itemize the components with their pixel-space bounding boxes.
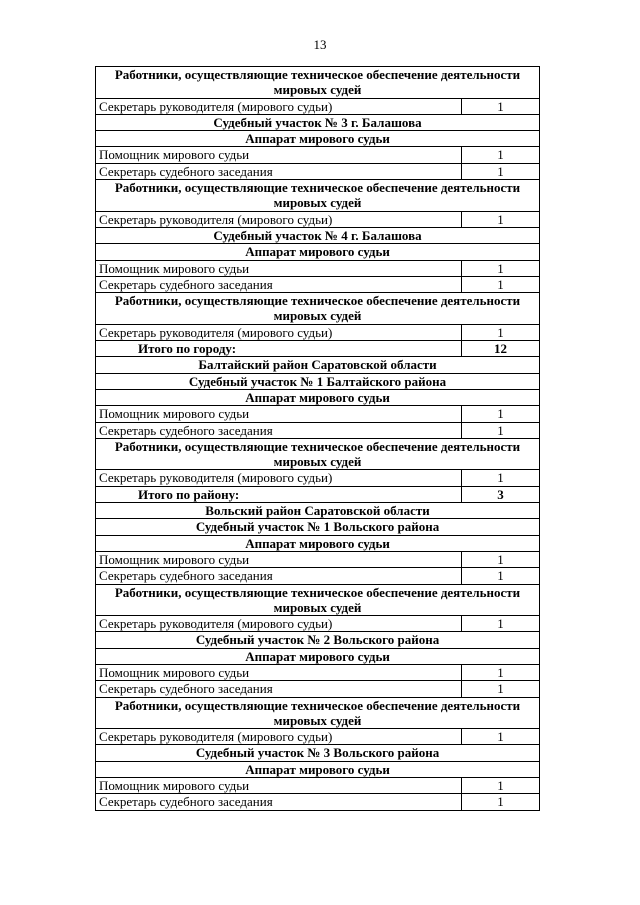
section-header-row <box>96 227 540 243</box>
position-count: 1 <box>462 324 540 340</box>
table-row <box>96 681 540 697</box>
staffing-table-body <box>96 67 540 811</box>
table-row <box>96 568 540 584</box>
section-header: Работники, осуществляющие техническое обеспечение деятельности мировых судей <box>96 438 540 470</box>
section-header: Судебный участок № 2 Вольского района <box>96 632 540 648</box>
position-count: 1 <box>462 794 540 810</box>
section-header-row <box>96 67 540 99</box>
position-count: 1 <box>462 568 540 584</box>
total-row <box>96 341 540 357</box>
table-row <box>96 551 540 567</box>
section-header: Работники, осуществляющие техническое обеспечение деятельности мировых судей <box>96 180 540 212</box>
position-count: 1 <box>462 276 540 292</box>
section-header-row <box>96 438 540 470</box>
section-header-row <box>96 761 540 777</box>
position-name: Секретарь судебного заседания <box>96 681 462 697</box>
section-header: Работники, осуществляющие техническое обеспечение деятельности мировых судей <box>96 697 540 729</box>
position-count: 1 <box>462 664 540 680</box>
section-header: Аппарат мирового судьи <box>96 131 540 147</box>
section-header: Аппарат мирового судьи <box>96 761 540 777</box>
section-header-row <box>96 584 540 616</box>
total-row <box>96 486 540 502</box>
position-name: Секретарь руководителя (мирового судьи) <box>96 211 462 227</box>
position-count: 1 <box>462 422 540 438</box>
position-name: Помощник мирового судьи <box>96 778 462 794</box>
position-count: 1 <box>462 260 540 276</box>
position-count: 1 <box>462 406 540 422</box>
position-name: Помощник мирового судьи <box>96 664 462 680</box>
position-count: 1 <box>462 163 540 179</box>
section-header-row <box>96 745 540 761</box>
section-header: Судебный участок № 3 г. Балашова <box>96 114 540 130</box>
table-row <box>96 276 540 292</box>
section-header: Судебный участок № 3 Вольского района <box>96 745 540 761</box>
total-count: 3 <box>462 486 540 502</box>
total-count: 12 <box>462 341 540 357</box>
position-count: 1 <box>462 147 540 163</box>
section-header: Работники, осуществляющие техническое обеспечение деятельности мировых судей <box>96 67 540 99</box>
position-name: Помощник мирового судьи <box>96 260 462 276</box>
table-row <box>96 470 540 486</box>
section-header-row <box>96 519 540 535</box>
page-number: 13 <box>313 37 327 52</box>
section-header-row <box>96 503 540 519</box>
section-header: Аппарат мирового судьи <box>96 389 540 405</box>
section-header: Аппарат мирового судьи <box>96 648 540 664</box>
section-header-row <box>96 131 540 147</box>
position-count: 1 <box>462 681 540 697</box>
position-name: Помощник мирового судьи <box>96 147 462 163</box>
position-name: Секретарь судебного заседания <box>96 422 462 438</box>
section-header: Судебный участок № 1 Балтайского района <box>96 373 540 389</box>
position-count: 1 <box>462 551 540 567</box>
section-header-row <box>96 648 540 664</box>
section-header-row <box>96 357 540 373</box>
section-header-row <box>96 389 540 405</box>
section-header-row <box>96 632 540 648</box>
section-header-row <box>96 373 540 389</box>
total-label: Итого по городу: <box>96 341 462 357</box>
table-row <box>96 778 540 794</box>
position-count: 1 <box>462 778 540 794</box>
position-name: Секретарь судебного заседания <box>96 276 462 292</box>
section-header: Работники, осуществляющие техническое обеспечение деятельности мировых судей <box>96 293 540 325</box>
section-header-row <box>96 293 540 325</box>
section-header: Работники, осуществляющие техническое обеспечение деятельности мировых судей <box>96 584 540 616</box>
position-name: Секретарь руководителя (мирового судьи) <box>96 729 462 745</box>
position-count: 1 <box>462 470 540 486</box>
position-name: Секретарь руководителя (мирового судьи) <box>96 616 462 632</box>
position-name: Секретарь руководителя (мирового судьи) <box>96 324 462 340</box>
position-count: 1 <box>462 211 540 227</box>
table-row <box>96 729 540 745</box>
table-row <box>96 147 540 163</box>
position-count: 1 <box>462 98 540 114</box>
position-name: Помощник мирового судьи <box>96 551 462 567</box>
table-row <box>96 98 540 114</box>
table-row <box>96 664 540 680</box>
position-count: 1 <box>462 729 540 745</box>
section-header: Балтайский район Саратовской области <box>96 357 540 373</box>
position-name: Секретарь судебного заседания <box>96 568 462 584</box>
section-header-row <box>96 697 540 729</box>
total-label: Итого по району: <box>96 486 462 502</box>
position-name: Секретарь судебного заседания <box>96 163 462 179</box>
section-header: Аппарат мирового судьи <box>96 535 540 551</box>
table-row <box>96 794 540 810</box>
section-header: Судебный участок № 1 Вольского района <box>96 519 540 535</box>
table-row <box>96 260 540 276</box>
position-name: Секретарь судебного заседания <box>96 794 462 810</box>
section-header-row <box>96 114 540 130</box>
staffing-table <box>95 66 540 811</box>
table-row <box>96 422 540 438</box>
position-count: 1 <box>462 616 540 632</box>
position-name: Секретарь руководителя (мирового судьи) <box>96 470 462 486</box>
section-header-row <box>96 244 540 260</box>
position-name: Секретарь руководителя (мирового судьи) <box>96 98 462 114</box>
table-row <box>96 211 540 227</box>
table-row <box>96 324 540 340</box>
section-header: Судебный участок № 4 г. Балашова <box>96 227 540 243</box>
table-row <box>96 406 540 422</box>
table-row <box>96 616 540 632</box>
position-name: Помощник мирового судьи <box>96 406 462 422</box>
section-header: Вольский район Саратовской области <box>96 503 540 519</box>
section-header: Аппарат мирового судьи <box>96 244 540 260</box>
table-row <box>96 163 540 179</box>
section-header-row <box>96 180 540 212</box>
section-header-row <box>96 535 540 551</box>
